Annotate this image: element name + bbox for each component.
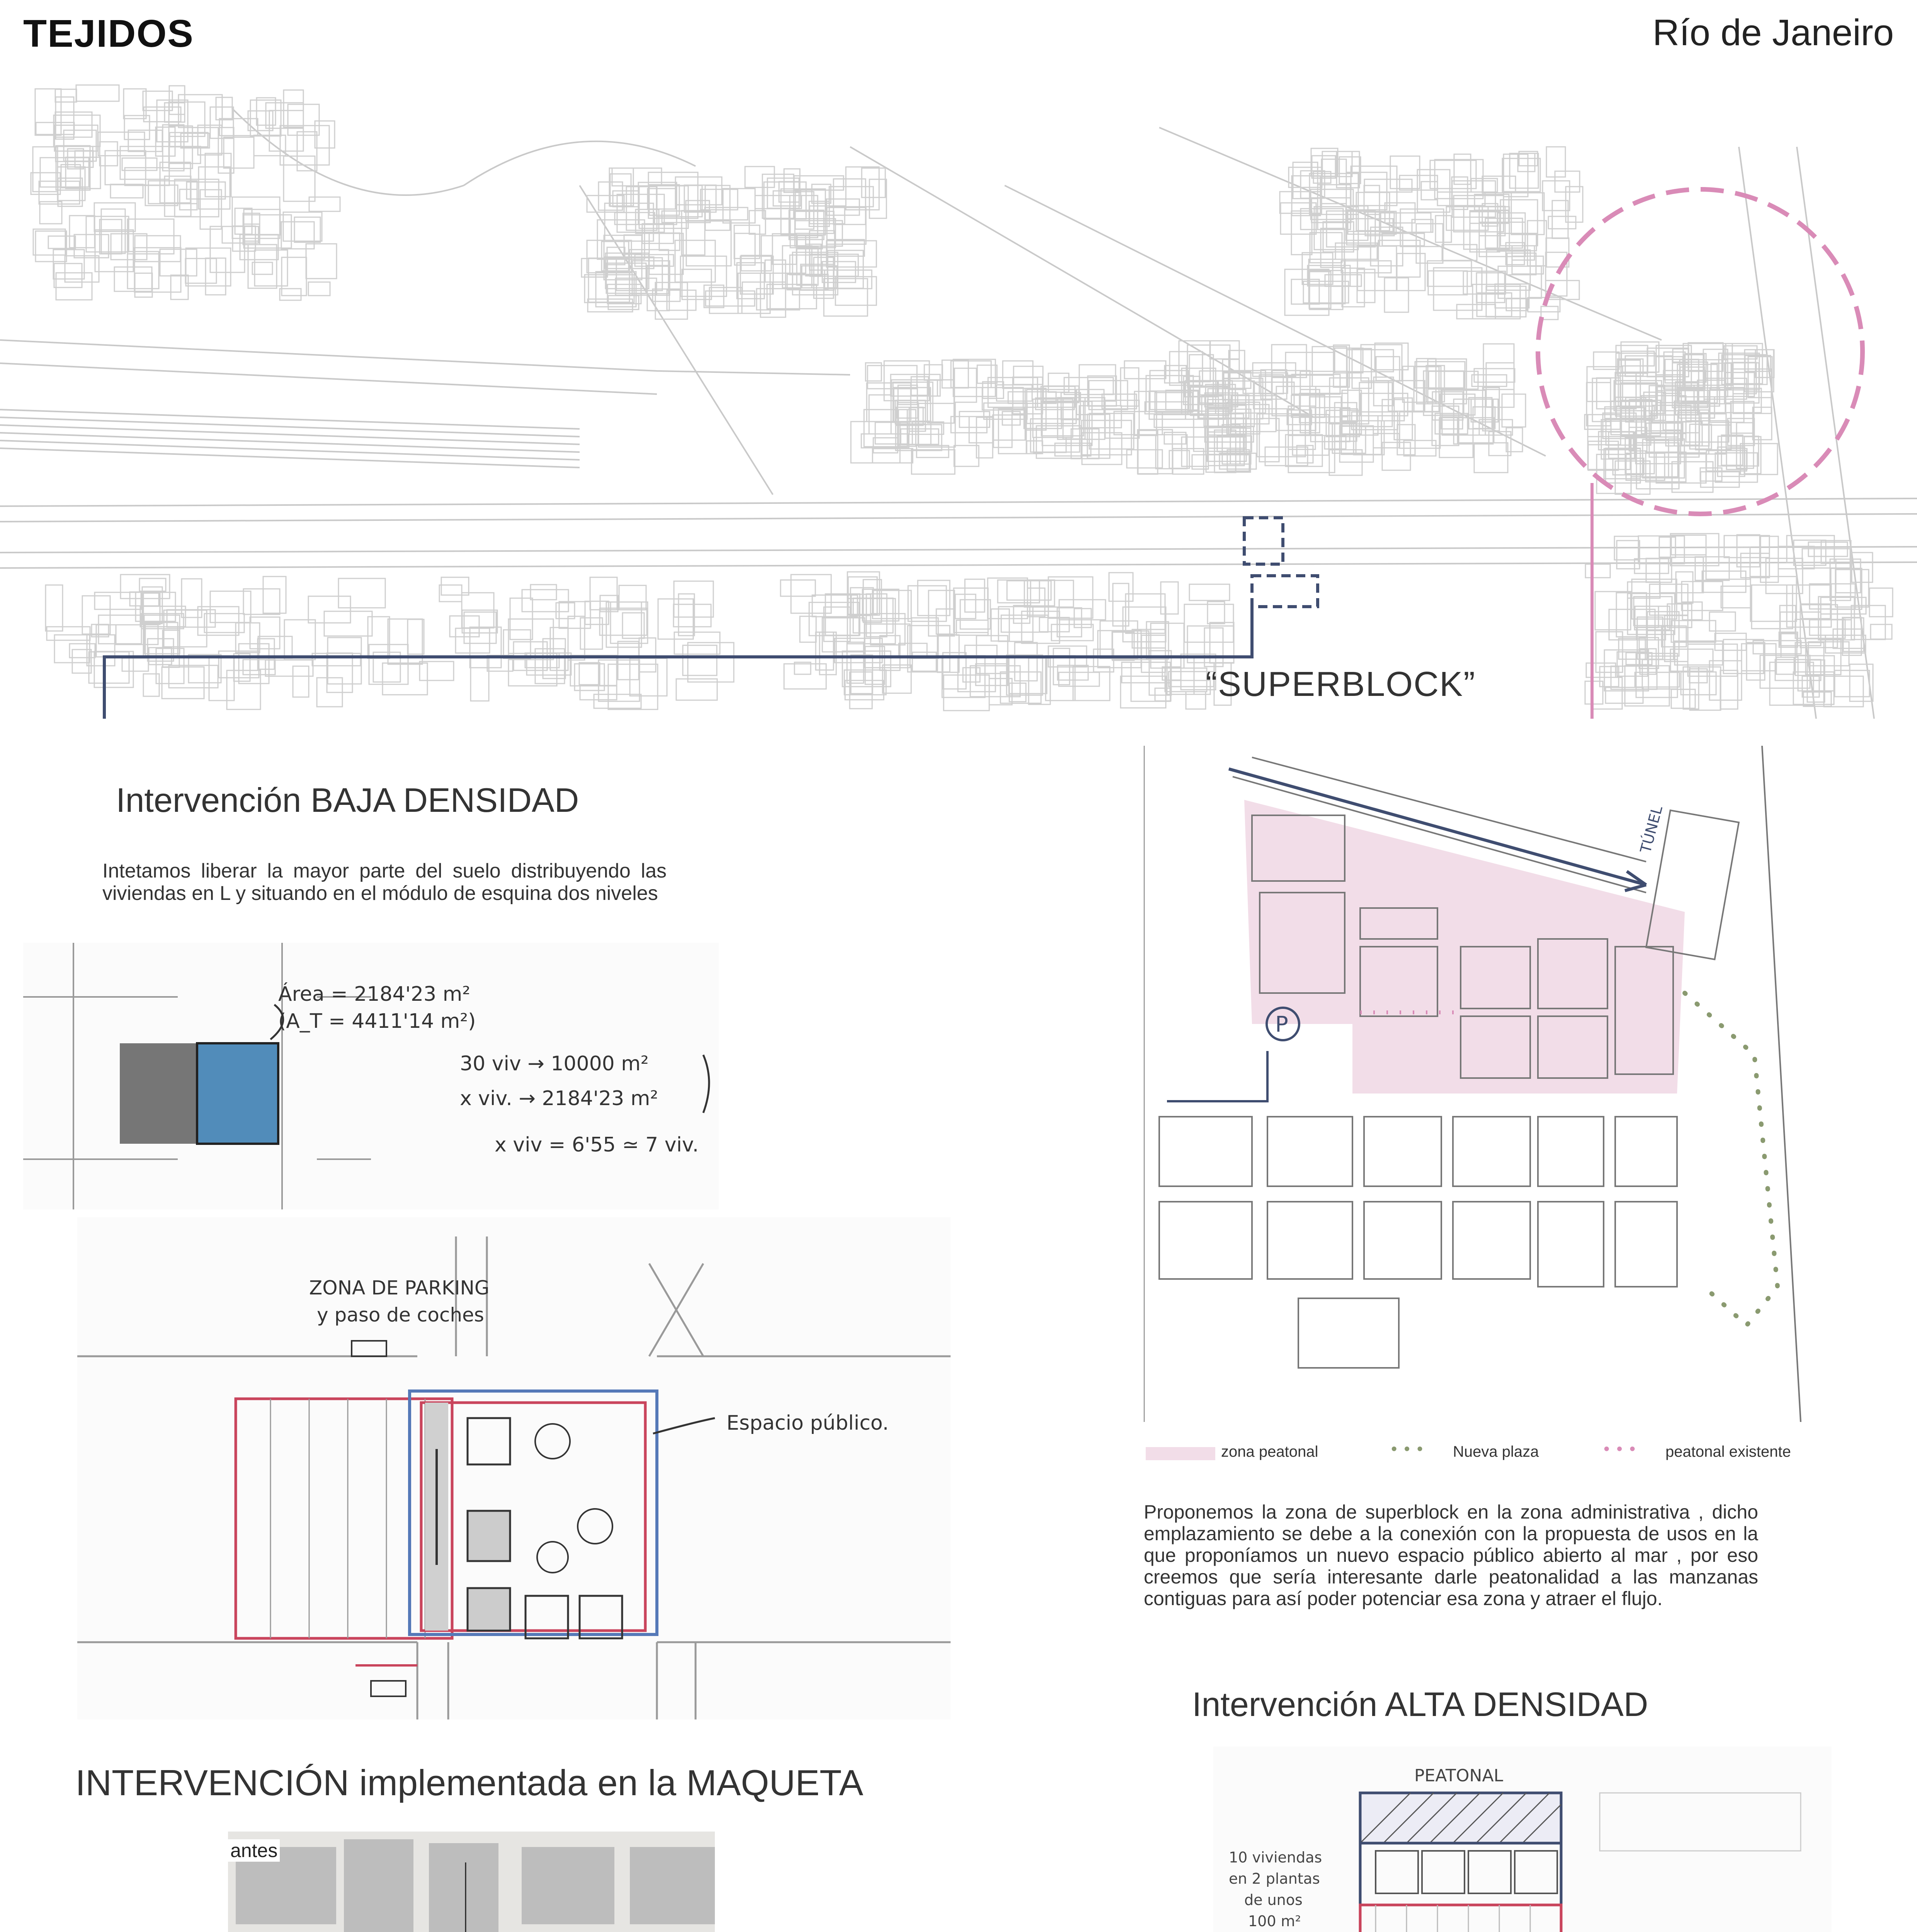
alta-heading: Intervención ALTA DENSIDAD [1192,1685,1648,1723]
alta-note-4: 100 m² [1248,1913,1301,1930]
parking-label-1: ZONA DE PARKING [309,1277,490,1299]
alta-note-1: 10 viviendas [1229,1849,1322,1866]
superblock-description: Proponemos la zona de superblock en la zona administrativa , dicho emplazamiento se debe a la conexión con la propuesta de usos en la que proponíamos un nuevo espacio público abierto al mar , por eso creemos que sería interesante darle peatonalidad a las manzanas contiguas para así poder potenciar esa zona y atraer el flujo. [1144,1501,1758,1609]
parking-symbol: P [1275,1012,1288,1037]
baja-area-line1: Área = 2184'23 m² [278,983,471,1006]
legend-dots-green: ••• [1391,1439,1430,1458]
baja-calc3: x viv = 6'55 ≃ 7 viv. [495,1133,699,1156]
alta-note-3: de unos [1244,1891,1303,1908]
city-title: Río de Janeiro [1652,12,1894,53]
baja-area-line2: (A_T = 4411'14 m²) [278,1010,476,1033]
baja-description: Intetamos liberar la mayor parte del suelo distribuyendo las viviendas en L y situando en el módulo de esquina dos niveles [102,860,667,905]
public-space-label: Espacio público. [726,1412,889,1435]
superblock-label: “SUPERBLOCK” [1206,665,1476,704]
baja-calc2: x viv. → 2184'23 m² [460,1087,658,1110]
baja-heading: Intervención BAJA DENSIDAD [116,781,579,819]
tunnel-label: TÚNEL [1637,804,1666,855]
before-label: antes [228,1839,280,1862]
alta-peatonal-label: PEATONAL [1414,1766,1504,1786]
legend-dots-pink: ••• [1604,1439,1643,1458]
alta-note-2: en 2 plantas [1229,1870,1320,1887]
legend-existing: peatonal existente [1665,1443,1791,1460]
parking-label-2: y paso de coches [317,1304,484,1326]
page-title: TEJIDOS [23,12,194,55]
maqueta-heading: INTERVENCIÓN implementada en la MAQUETA [75,1762,864,1803]
legend-new-square: Nueva plaza [1453,1443,1539,1460]
baja-calc1: 30 viv → 10000 m² [460,1052,649,1075]
legend-pedestrian: zona peatonal [1221,1443,1318,1460]
